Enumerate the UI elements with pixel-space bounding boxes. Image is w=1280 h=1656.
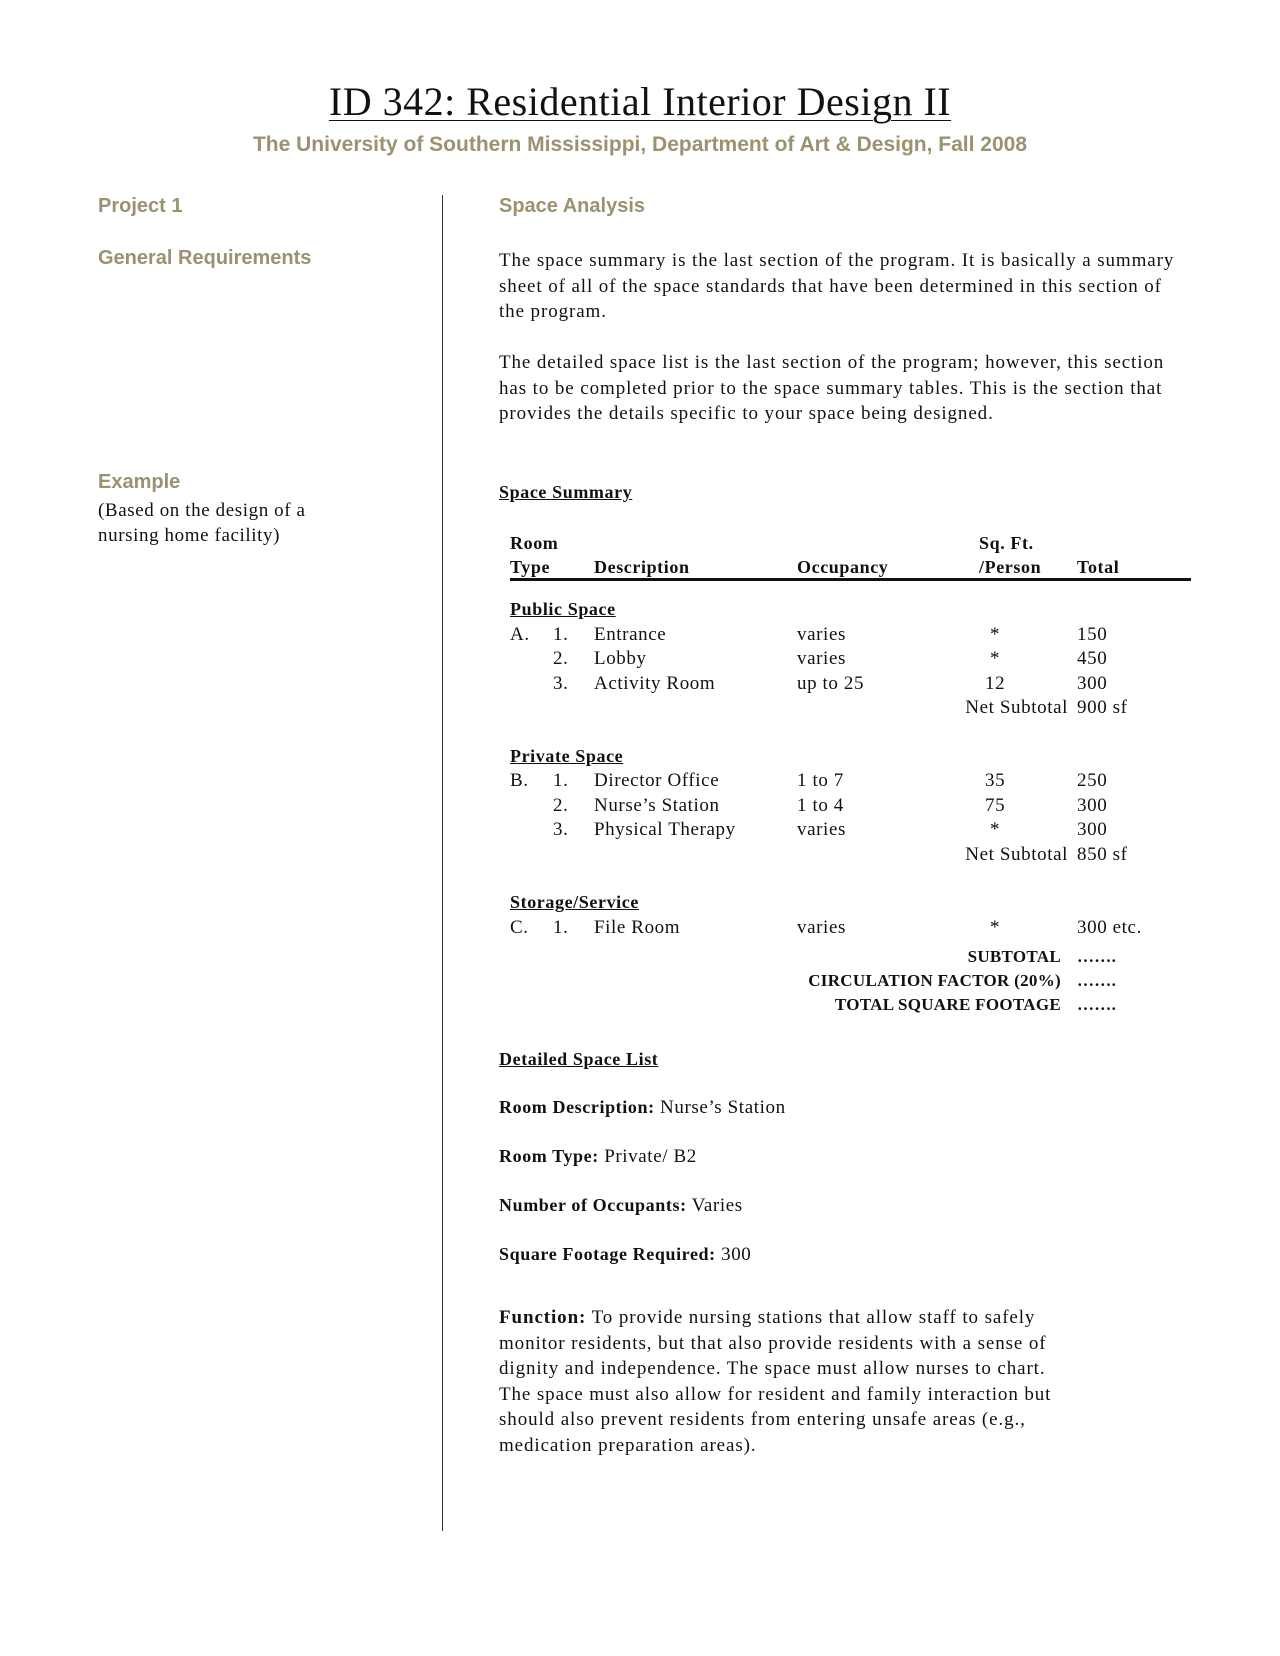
row-description: File Room: [594, 916, 681, 938]
detail-item: [499, 1244, 751, 1266]
subtotal-value: 850 sf: [1077, 843, 1128, 865]
totals-label: CIRCULATION FACTOR (20%): [808, 971, 1061, 990]
table-row: [510, 795, 1190, 821]
example-label: Example: [98, 471, 181, 493]
row-description: Nurse’s Station: [594, 794, 720, 816]
subtotal-label: Net Subtotal: [965, 843, 1068, 865]
row-occupancy: varies: [797, 819, 846, 840]
row-description: Physical Therapy: [594, 819, 736, 840]
totals-row: [499, 971, 1189, 995]
header-room: Room: [510, 533, 559, 553]
row-total: 150: [1077, 623, 1108, 645]
detail-value: 300: [721, 1244, 752, 1265]
row-description: Entrance: [594, 623, 667, 645]
totals-value: …….: [1077, 971, 1117, 990]
row-sqft-per-person: *: [989, 916, 1001, 938]
row-sqft-per-person: *: [989, 648, 1001, 669]
function-line: monitor residents, but that also provide residents with a sense of: [499, 1332, 1047, 1354]
detail-item: [499, 1146, 697, 1168]
row-occupancy: 1 to 7: [797, 770, 844, 791]
group-header-row: [510, 599, 1190, 625]
header-total: Total: [1077, 557, 1120, 577]
subtotal-value: 900 sf: [1077, 697, 1128, 718]
detail-item: [499, 1097, 786, 1119]
table-row: [510, 917, 1190, 943]
function-line: should also prevent residents from entering unsafe areas (e.g.,: [499, 1409, 1026, 1430]
subtotal-label: Net Subtotal: [965, 697, 1068, 718]
row-number: 1.: [553, 770, 569, 791]
row-number: 2.: [553, 794, 569, 816]
row-description: Activity Room: [594, 672, 716, 694]
row-total: 300 etc.: [1077, 916, 1142, 938]
subtotal-row: [510, 844, 1190, 870]
row-description: Director Office: [594, 770, 720, 791]
table-header-row-1: [510, 533, 1190, 559]
totals-value: …….: [1077, 947, 1117, 966]
detail-value: Nurse’s Station: [660, 1097, 786, 1118]
group-name: Private Space: [510, 745, 624, 766]
row-total: 450: [1077, 648, 1108, 669]
totals-row: [499, 995, 1189, 1019]
row-total: 300: [1077, 672, 1108, 694]
detailed-space-list-title: Detailed Space List: [499, 1049, 659, 1069]
header-per-person: /Person: [979, 557, 1042, 577]
detail-value: Private/ B2: [604, 1146, 697, 1167]
row-sqft-per-person: 35: [985, 770, 1006, 791]
row-sqft-per-person: *: [989, 623, 1001, 645]
table-row: [510, 624, 1190, 650]
detail-value: Varies: [691, 1195, 743, 1216]
subtotal-row: [510, 697, 1190, 723]
table-row: [510, 770, 1190, 796]
page-header: [0, 78, 1280, 157]
function-label: Function:: [499, 1307, 587, 1328]
totals-value: …….: [1077, 995, 1117, 1014]
group-letter: C.: [510, 916, 529, 938]
group-name: Public Space: [510, 599, 616, 619]
function-paragraph: [499, 1305, 1189, 1458]
header-type: Type: [510, 557, 551, 577]
detail-label: Room Description:: [499, 1097, 655, 1117]
column-divider: [442, 195, 443, 1531]
table-row: [510, 648, 1190, 674]
group-name: Storage/Service: [510, 892, 639, 912]
document-subtitle: The University of Southern Mississippi, Department of Art & Design, Fall 2008: [252, 133, 1028, 156]
row-sqft-per-person: 12: [985, 672, 1006, 694]
example-note-line: (Based on the design of a: [98, 500, 306, 521]
general-requirements-label: General Requirements: [98, 247, 312, 269]
detail-label: Room Type:: [499, 1146, 599, 1166]
detail-label: Square Footage Required:: [499, 1244, 716, 1264]
document-title: ID 342: Residential Interior Design II: [328, 79, 952, 124]
row-description: Lobby: [594, 648, 647, 669]
function-line: To provide nursing stations that allow staff to safely: [591, 1307, 1036, 1328]
row-sqft-per-person: *: [989, 819, 1001, 840]
totals-label: SUBTOTAL: [967, 947, 1061, 966]
detail-item: [499, 1195, 743, 1217]
group-header-row: [510, 746, 1190, 772]
row-occupancy: varies: [797, 623, 846, 645]
paragraph-detailed-space-list: The detailed space list is the last section of the program; however, this section has to be completed prior to the space summary tables. This is the section that provides the details specific to your space being designed.: [499, 352, 1165, 424]
totals-row: [499, 947, 1189, 971]
row-sqft-per-person: 75: [985, 794, 1006, 816]
row-occupancy: varies: [797, 648, 846, 669]
row-total: 300: [1077, 819, 1108, 840]
function-line: dignity and independence. The space must allow nurses to chart.: [499, 1358, 1046, 1379]
space-analysis-heading: Space Analysis: [499, 195, 646, 217]
example-note: [98, 498, 306, 548]
row-occupancy: 1 to 4: [797, 794, 844, 816]
detail-label: Number of Occupants:: [499, 1195, 687, 1215]
row-number: 3.: [553, 819, 569, 840]
row-number: 1.: [553, 916, 569, 938]
header-description: Description: [594, 557, 690, 577]
row-occupancy: varies: [797, 916, 846, 938]
table-row: [510, 819, 1190, 845]
row-total: 300: [1077, 794, 1108, 816]
paragraph-space-summary: The space summary is the last section of the program. It is basically a summary sheet of all of the space standards that have been determined in this section of the program.: [499, 250, 1175, 322]
row-number: 1.: [553, 623, 569, 645]
space-summary-title: Space Summary: [499, 482, 633, 502]
example-note-line: nursing home facility): [98, 525, 281, 546]
row-number: 3.: [553, 672, 569, 694]
group-letter: B.: [510, 770, 529, 791]
row-total: 250: [1077, 770, 1108, 791]
group-letter: A.: [510, 623, 530, 645]
totals-label: TOTAL SQUARE FOOTAGE: [834, 995, 1061, 1014]
header-rule: [510, 578, 1191, 581]
project-label: Project 1: [98, 195, 183, 217]
function-line: medication preparation areas).: [499, 1434, 757, 1456]
header-sqft: Sq. Ft.: [979, 533, 1034, 553]
table-row: [510, 673, 1190, 699]
row-number: 2.: [553, 648, 569, 669]
function-line: The space must also allow for resident and family interaction but: [499, 1383, 1052, 1405]
group-header-row: [510, 892, 1190, 918]
row-occupancy: up to 25: [797, 672, 865, 694]
header-occupancy: Occupancy: [797, 557, 889, 577]
